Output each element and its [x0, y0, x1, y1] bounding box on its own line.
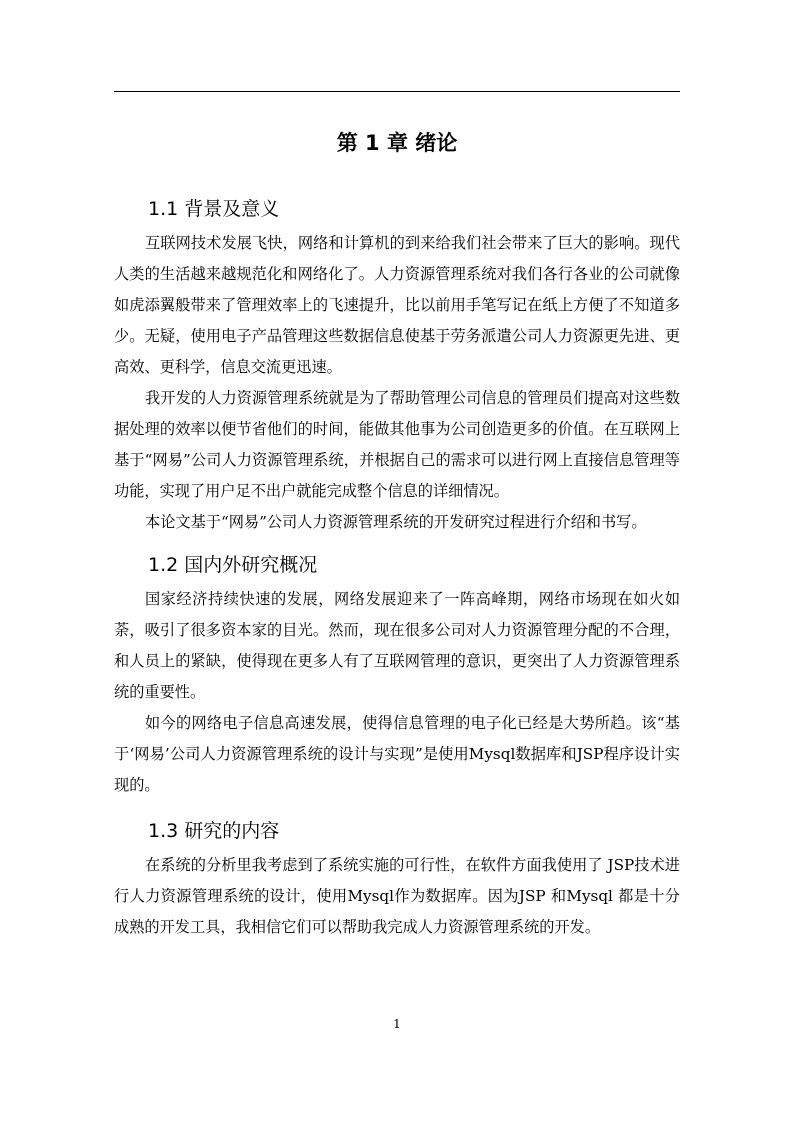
paragraph-1-2-2: 如今的网络电子信息高速发展，使得信息管理的电子化已经是大势所趋。该“基于‘网易’公司人力资源管理系统的设计与实现”是使用Mysql数据库和JSP程序设计实现的。 — [114, 714, 680, 794]
page-number: 1 — [393, 1017, 401, 1031]
paragraph-1-3-1: 在系统的分析里我考虑到了系统实施的可行性，在软件方面我使用了 JSP技术进行人力资源管理系统的设计，使用Mysql作为数据库。因为JSP 和Mysql 都是十分成熟的开发工具，我相信它们可以帮助我完成人力资源管理系统的开发。 — [114, 856, 680, 936]
paragraph-1-1-2: 我开发的人力资源管理系统就是为了帮助管理公司信息的管理员们提高对这些数据处理的效率以便节省他们的时间，能做其他事为公司创造更多的价值。在互联网上基于“网易”公司人力资源管理系统，并根据自己的需求可以进行网上直接信息管理等功能，实现了用户足不出户就能完成整个信息的详细情况。 — [114, 389, 680, 500]
paragraph-1-1-3: 本论文基于“网易”公司人力资源管理系统的开发研究过程进行介绍和书写。 — [145, 513, 647, 531]
section-heading-1-1: 1.1 背景及意义 — [148, 198, 280, 220]
paragraph-1-1-1: 互联网技术发展飞快，网络和计算机的到来给我们社会带来了巨大的影响。现代人类的生活越来越规范化和网络化了。人力资源管理系统对我们各行各业的公司就像如虎添翼般带来了管理效率上的飞速提升，比以前用手笔写记在纸上方便了不知道多少。无疑，使用电子产品管理这些数据信息使基于劳务派遣公司人力资源更先进、更高效、更科学，信息交流更迅速。 — [114, 234, 680, 376]
header-rule — [114, 91, 680, 92]
section-heading-1-3: 1.3 研究的内容 — [148, 820, 280, 842]
section-heading-1-2: 1.2 国内外研究概况 — [148, 554, 318, 576]
paragraph-1-2-1: 国家经济持续快速的发展，网络发展迎来了一阵高峰期，网络市场现在如火如荼，吸引了很多资本家的目光。然而，现在很多公司对人力资源管理分配的不合理，和人员上的紧缺，使得现在更多人有了互联网管理的意识，更突出了人力资源管理系统的重要性。 — [114, 590, 680, 701]
chapter-title: 第 1 章 绪论 — [336, 131, 458, 155]
